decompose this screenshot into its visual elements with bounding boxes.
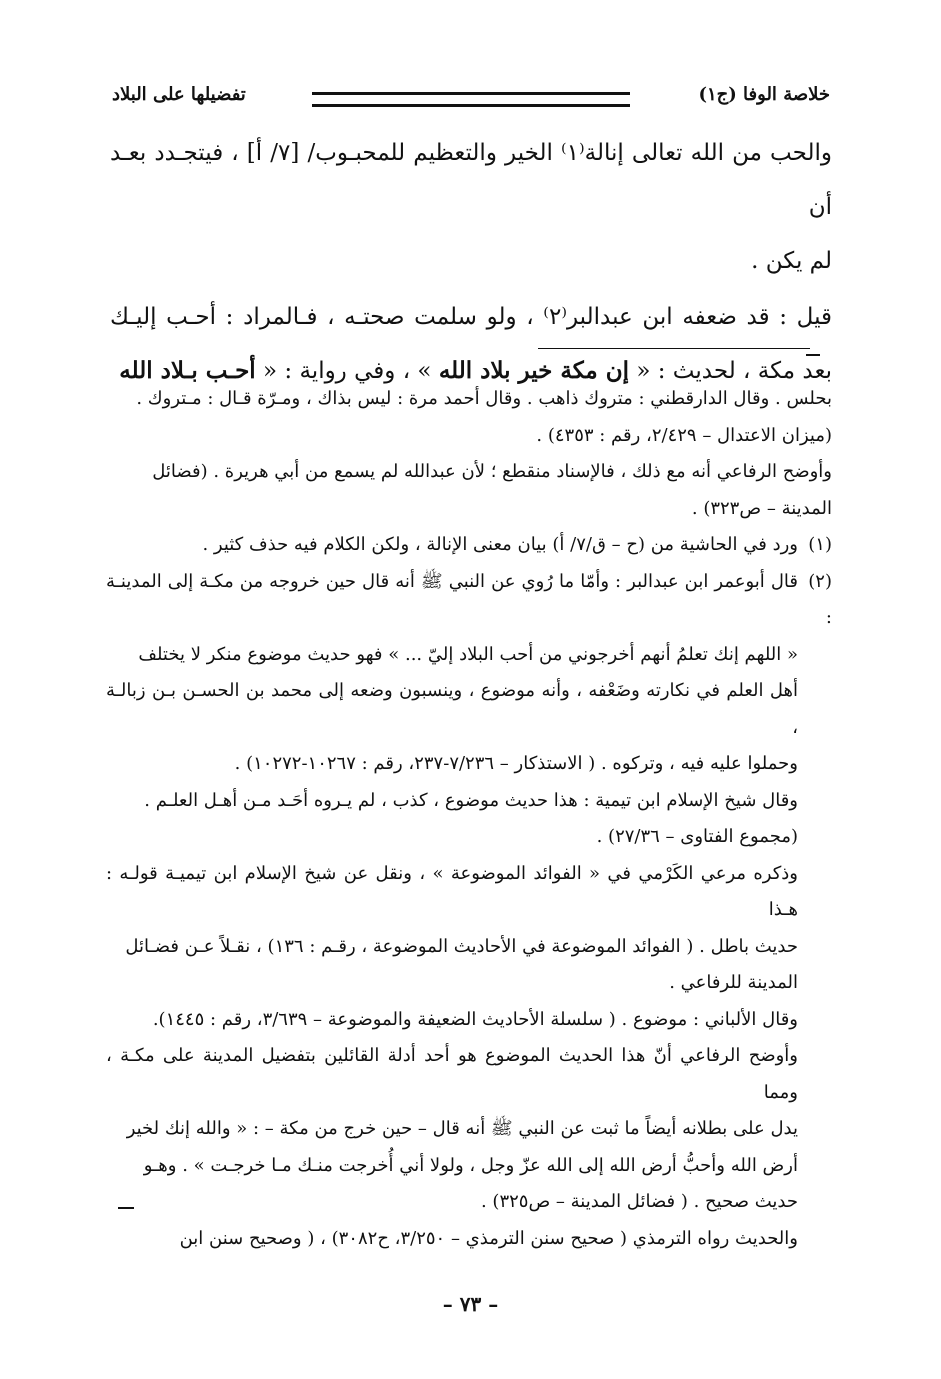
footnote-2-line: « اللهم إنك تعلمُ أنهم أخرجوني من أحب البلاد إليّ ... » فهو حديث موضوع منكر لا يختلف: [138, 643, 798, 665]
footnote-2-line: وحملوا عليه فيه ، وتركوه . ( الاستذكار – ٧/٢٣٦-٢٣٧، رقم : ١٠٢٦٧-١٠٢٧٢) .: [234, 753, 798, 774]
footnote-2-line: وقال الألباني : موضوع . ( سلسلة الأحاديث الضعيفة والموضوعة – ٣/٦٣٩، رقم : ١٤٤٥).: [152, 1008, 798, 1030]
footnote-2-line: قال أبوعمر ابن عبدالبر : وأمّا ما رُوي عن النبي ﷺ أنه قال حين خروجه من مكـة إلى المدينـة :: [106, 570, 832, 628]
header-rule: [312, 92, 630, 107]
footnote-cont-line: المدينة – ص٣٢٣) .: [691, 497, 832, 519]
footnote-2-line: حديث باطل . ( الفوائد الموضوعة في الأحاديث الموضوعة ، رقـم : ١٣٦) ، نقـلاً عـن فضـائل: [125, 935, 798, 957]
footnote-2-line: حديث صحيح . ( فضائل المدينة – ص٣٢٥) .: [480, 1191, 798, 1212]
page-number: – ٧٣ –: [442, 1292, 499, 1316]
footnotes: [106, 381, 832, 1257]
footnote-2-line: أهل العلم في نكارته وضَعْفه ، وأنه موضوع ، وينسبون وضعه إلى محمد بن الحسـن بـن زبالـة ،: [106, 680, 798, 738]
footnote-2-number: (٢): [808, 570, 832, 592]
footnote-2-line: وذكره مرعي الكَرْمي في « الفوائد الموضوعة » ، ونقل عن شيخ الإسلام ابن تيميـة قولـه : هـذا: [106, 862, 798, 920]
footnote-cont-line: (ميزان الاعتدال – ٢/٤٢٩، رقم : ٤٣٥٣) .: [536, 424, 832, 446]
footnote-2: [106, 564, 832, 637]
footnote-separator: [538, 348, 810, 349]
footnote-1-text: ورد في الحاشية من (ح – ق/٧/ أ) بيان معنى الإنالة ، ولكن الكلام فيه حذف كثير .: [202, 534, 798, 555]
footnote-2-line: (مجموع الفتاوى – ٢٧/٣٦) .: [596, 826, 798, 847]
main-text: [110, 126, 832, 398]
footnote-2-line: أرض الله وأحبُّ أرض الله إلى الله عزّ وجل ، ولولا أني أُخرجت منـك مـا خرجـت » . وهـو: [143, 1154, 798, 1176]
running-header: [112, 84, 830, 110]
main-line-1: والحب من الله تعالى إنالة⁽١⁾ الخير والتعظيم للمحبـوب/ [٧/ أ] ، فيتجـدد بعـد أن: [110, 140, 832, 220]
book-title: خلاصة الوفا (ج١): [698, 84, 830, 105]
footnote-1-number: (١): [808, 534, 832, 555]
para2-text-2: » ، وفي رواية : «: [255, 358, 439, 384]
footnote-2-line: والحديث رواه الترمذي ( صحيح سنن الترمذي – ٣/٢٥٠، ح٣٠٨٢) ، ( وصحيح سنن ابن: [179, 1227, 798, 1249]
footnote-2-line: المدينة للرفاعي .: [669, 972, 798, 993]
hadith-mecca-best: إن مكة خير بلاد الله: [438, 357, 630, 384]
chapter-title: تفضيلها على البلاد: [112, 84, 246, 105]
footnote-cont-line: وأوضح الرفاعي أنه مع ذلك ، فالإسناد منقطع ؛ لأن عبدالله لم يسمع من أبي هريرة . (فضائل: [152, 461, 832, 482]
footnote-1: [106, 527, 832, 564]
footnote-2-line: وأوضح الرفاعي أنّ هذا الحديث الموضوع هو أحد أدلة القائلين بتفضيل المدينة على مكـة ، ومما: [106, 1045, 798, 1103]
footnote-continuation-dash: [118, 1207, 134, 1209]
para2-text-1: قيل : قد ضعفه ابن عبدالبر⁽٢⁾ ، ولو سلمت صحتـه ، فـالمراد : أحـب إليـك بعد مكة ، لحديث : «: [110, 304, 833, 384]
footnote-separator-dash: [806, 354, 820, 356]
footnote-cont-line: بحلس . وقال الدارقطني : متروك ذاهب . وقال أحمد مرة : ليس بذاك ، ومـرّة قـال : مـتروك .: [136, 388, 832, 409]
footnote-2-line: يدل على بطلانه أيضاً ما ثبت عن النبي ﷺ أنه قال – حين خرج من مكة – : « والله إنك لخير: [126, 1118, 798, 1139]
hadith-most-beloved: أحـب بـلاد الله: [119, 357, 256, 384]
main-line-2: لم يكن .: [751, 248, 832, 274]
footnote-2-line: وقال شيخ الإسلام ابن تيمية : هذا حديث موضوع ، كذب ، لم يـروه أحَـد مـن أهـل العلـم .: [144, 789, 798, 811]
